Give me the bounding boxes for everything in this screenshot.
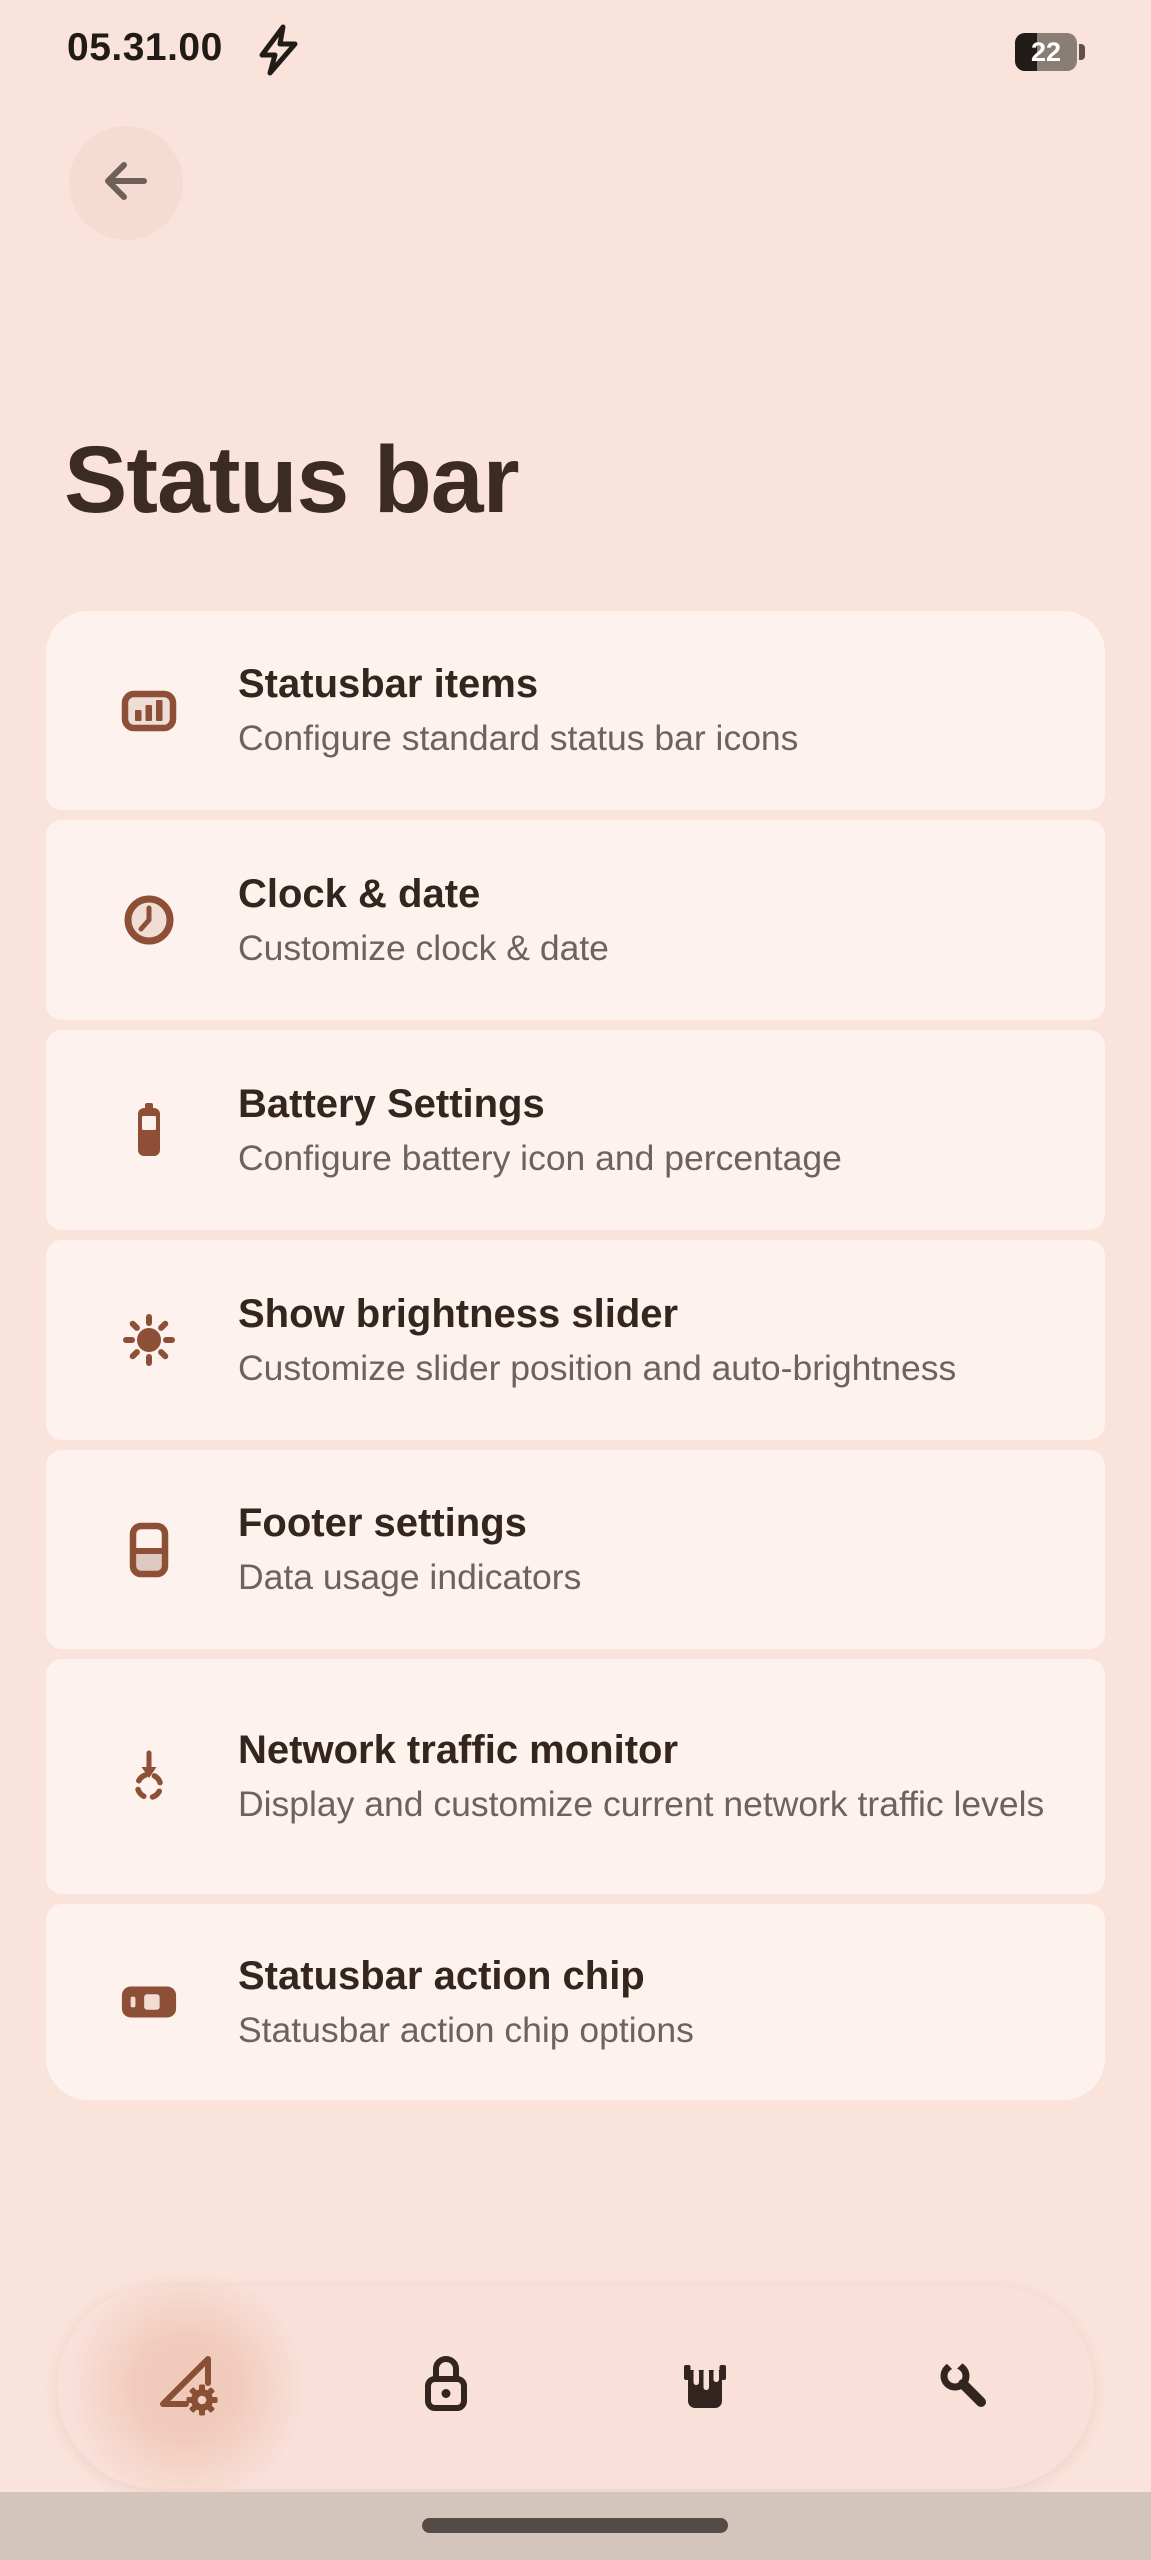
setting-subtitle: Data usage indicators <box>238 1557 582 1598</box>
lock-icon <box>417 2352 475 2423</box>
setting-title: Battery Settings <box>238 1081 545 1126</box>
footer-panel-icon <box>120 1521 178 1579</box>
setting-subtitle: Customize clock & date <box>238 927 609 968</box>
battery-indicator <box>1015 33 1077 71</box>
clock-icon <box>120 891 178 949</box>
setting-title: Statusbar items <box>238 662 539 707</box>
setting-subtitle: Customize slider position and auto-brightness <box>238 1347 957 1388</box>
setting-row-network-traffic[interactable] <box>46 1659 1105 1894</box>
setting-subtitle: Display and customize current network traffic levels <box>238 1784 1045 1825</box>
setting-subtitle: Configure standard status bar icons <box>238 718 799 759</box>
page-title: Status bar <box>64 427 519 533</box>
action-chip-icon <box>120 1973 178 2031</box>
setting-title: Footer settings <box>238 1501 527 1546</box>
setting-title: Statusbar action chip <box>238 1953 645 1998</box>
status-bar <box>0 0 1151 100</box>
status-clock: 05.31.00 <box>67 26 223 69</box>
network-download-icon <box>120 1748 178 1806</box>
battery-percent-text: 22 <box>1030 36 1062 67</box>
nav-item-themes[interactable] <box>576 2286 835 2489</box>
nav-item-misc[interactable] <box>835 2286 1094 2489</box>
signal-gear-icon <box>150 2348 224 2427</box>
setting-row-brightness-slider[interactable] <box>46 1240 1105 1440</box>
statusbar-items-icon <box>120 682 178 740</box>
home-indicator[interactable] <box>422 2518 728 2533</box>
setting-row-battery[interactable] <box>46 1030 1105 1230</box>
battery-icon <box>120 1101 178 1159</box>
wrench-icon <box>934 2355 994 2420</box>
bottom-nav <box>57 2286 1094 2489</box>
nav-item-statusbar-selected[interactable] <box>57 2286 316 2489</box>
back-button[interactable] <box>69 126 183 240</box>
setting-row-statusbar-items[interactable] <box>46 611 1105 810</box>
brightness-sun-icon <box>120 1311 178 1369</box>
setting-row-clock-date[interactable] <box>46 820 1105 1020</box>
settings-list <box>46 611 1105 2110</box>
setting-title: Clock & date <box>238 871 481 916</box>
setting-row-footer-settings[interactable] <box>46 1450 1105 1649</box>
setting-subtitle: Configure battery icon and percentage <box>238 1137 842 1178</box>
setting-title: Show brightness slider <box>238 1291 679 1336</box>
nav-item-lockscreen[interactable] <box>316 2286 575 2489</box>
battery-cap <box>1079 44 1085 60</box>
arrow-left-icon <box>97 152 155 215</box>
lightning-bolt-icon <box>252 22 306 78</box>
gesture-nav-area <box>0 2492 1151 2560</box>
setting-title: Network traffic monitor <box>238 1728 679 1773</box>
setting-subtitle: Statusbar action chip options <box>238 2009 694 2050</box>
paint-bucket-icon <box>676 2356 734 2419</box>
setting-row-action-chip[interactable] <box>46 1904 1105 2100</box>
